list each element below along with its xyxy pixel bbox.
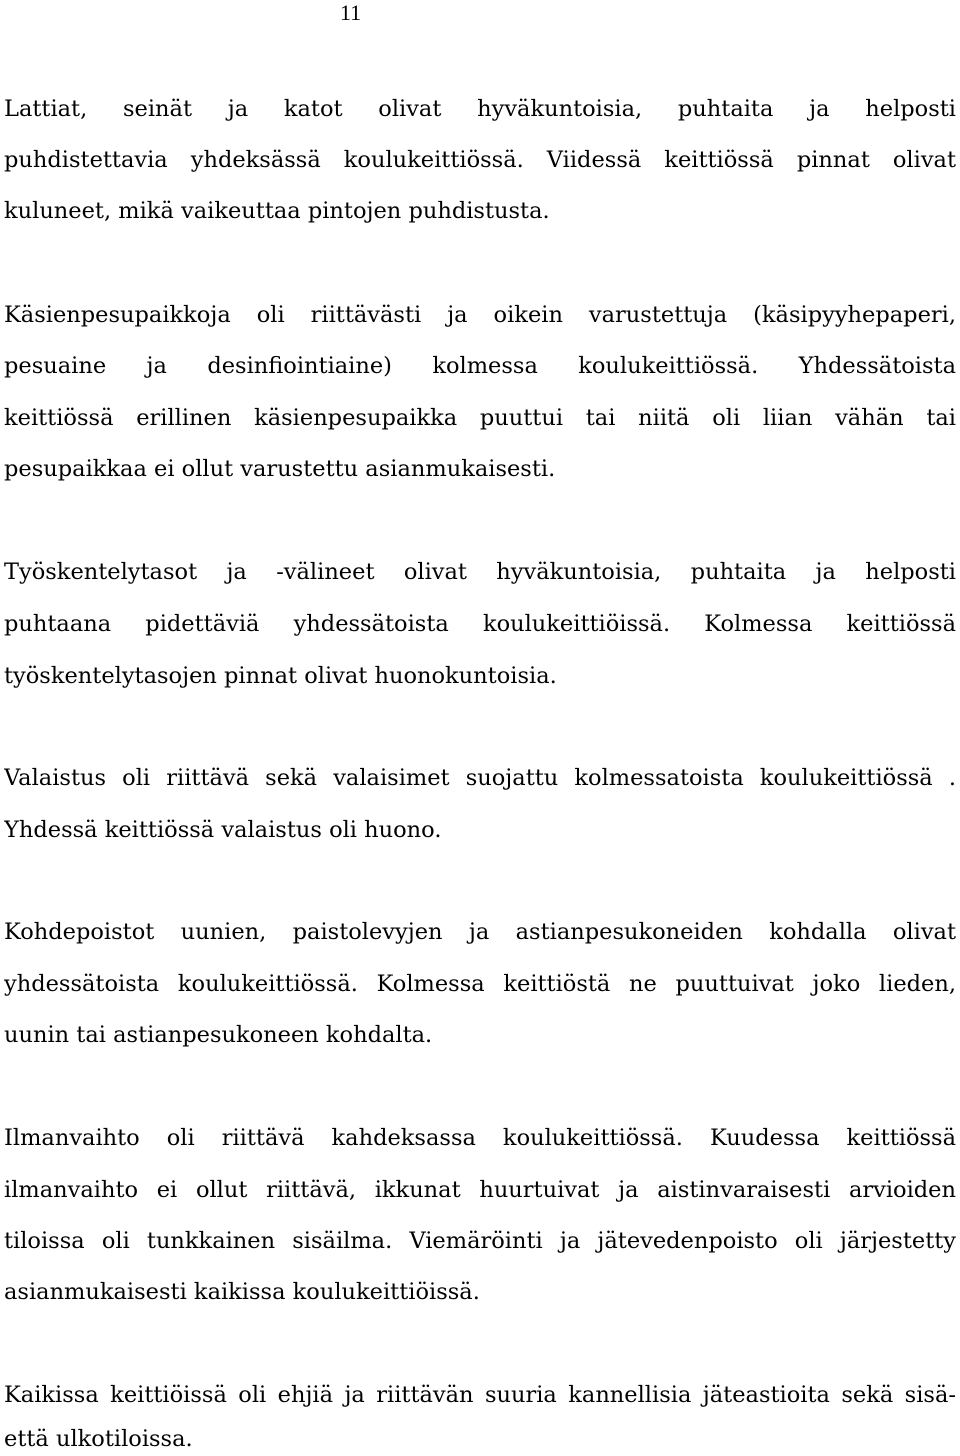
text-line: kuluneet, mikä vaikeuttaa pintojen puhdistusta.: [4, 198, 550, 224]
text-line: yhdessätoista koulukeittiössä. Kolmessa keittiöstä ne puuttuivat joko lieden,: [4, 971, 956, 997]
text-line: Ilmanvaihto oli riittävä kahdeksassa koulukeittiössä. Kuudessa keittiössä: [4, 1125, 956, 1151]
text-line: Kohdepoistot uunien, paistolevyjen ja astianpesukoneiden kohdalla olivat: [4, 919, 956, 945]
text-line: asianmukaisesti kaikissa koulukeittiöissä.: [4, 1279, 480, 1305]
text-line: työskentelytasojen pinnat olivat huonokuntoisia.: [4, 663, 557, 689]
text-line: ilmanvaihto ei ollut riittävä, ikkunat huurtuivat ja aistinvaraisesti arvioiden: [4, 1177, 956, 1203]
text-line: tiloissa oli tunkkainen sisäilma. Viemäröinti ja jätevedenpoisto oli järjestetty: [4, 1228, 956, 1254]
text-line: Käsienpesupaikkoja oli riittävästi ja oikein varustettuja (käsipyyhepaperi,: [4, 302, 956, 328]
text-line: puhtaana pidettäviä yhdessätoista koulukeittiöissä. Kolmessa keittiössä: [4, 611, 956, 637]
text-line: Valaistus oli riittävä sekä valaisimet suojattu kolmessatoista koulukeittiössä .: [4, 765, 956, 791]
text-line: pesupaikkaa ei ollut varustettu asianmukaisesti.: [4, 456, 556, 482]
text-line: Työskentelytasot ja -välineet olivat hyväkuntoisia, puhtaita ja helposti: [4, 559, 956, 585]
text-line: keittiössä erillinen käsienpesupaikka puuttui tai niitä oli liian vähän tai: [4, 405, 956, 431]
page-number: 11: [340, 0, 362, 25]
text-line: Lattiat, seinät ja katot olivat hyväkuntoisia, puhtaita ja helposti: [4, 96, 956, 122]
text-line: puhdistettavia yhdeksässä koulukeittiössä. Viidessä keittiössä pinnat olivat: [4, 147, 956, 173]
text-line: pesuaine ja desinfiointiaine) kolmessa koulukeittiössä. Yhdessätoista: [4, 353, 956, 379]
text-line: Yhdessä keittiössä valaistus oli huono.: [4, 817, 442, 843]
text-line: Kaikissa keittiöissä oli ehjiä ja riittävän suuria kannellisia jäteastioita sekä sisä-: [4, 1382, 956, 1408]
text-line: uunin tai astianpesukoneen kohdalta.: [4, 1022, 433, 1048]
text-line: että ulkotiloissa.: [4, 1426, 193, 1452]
